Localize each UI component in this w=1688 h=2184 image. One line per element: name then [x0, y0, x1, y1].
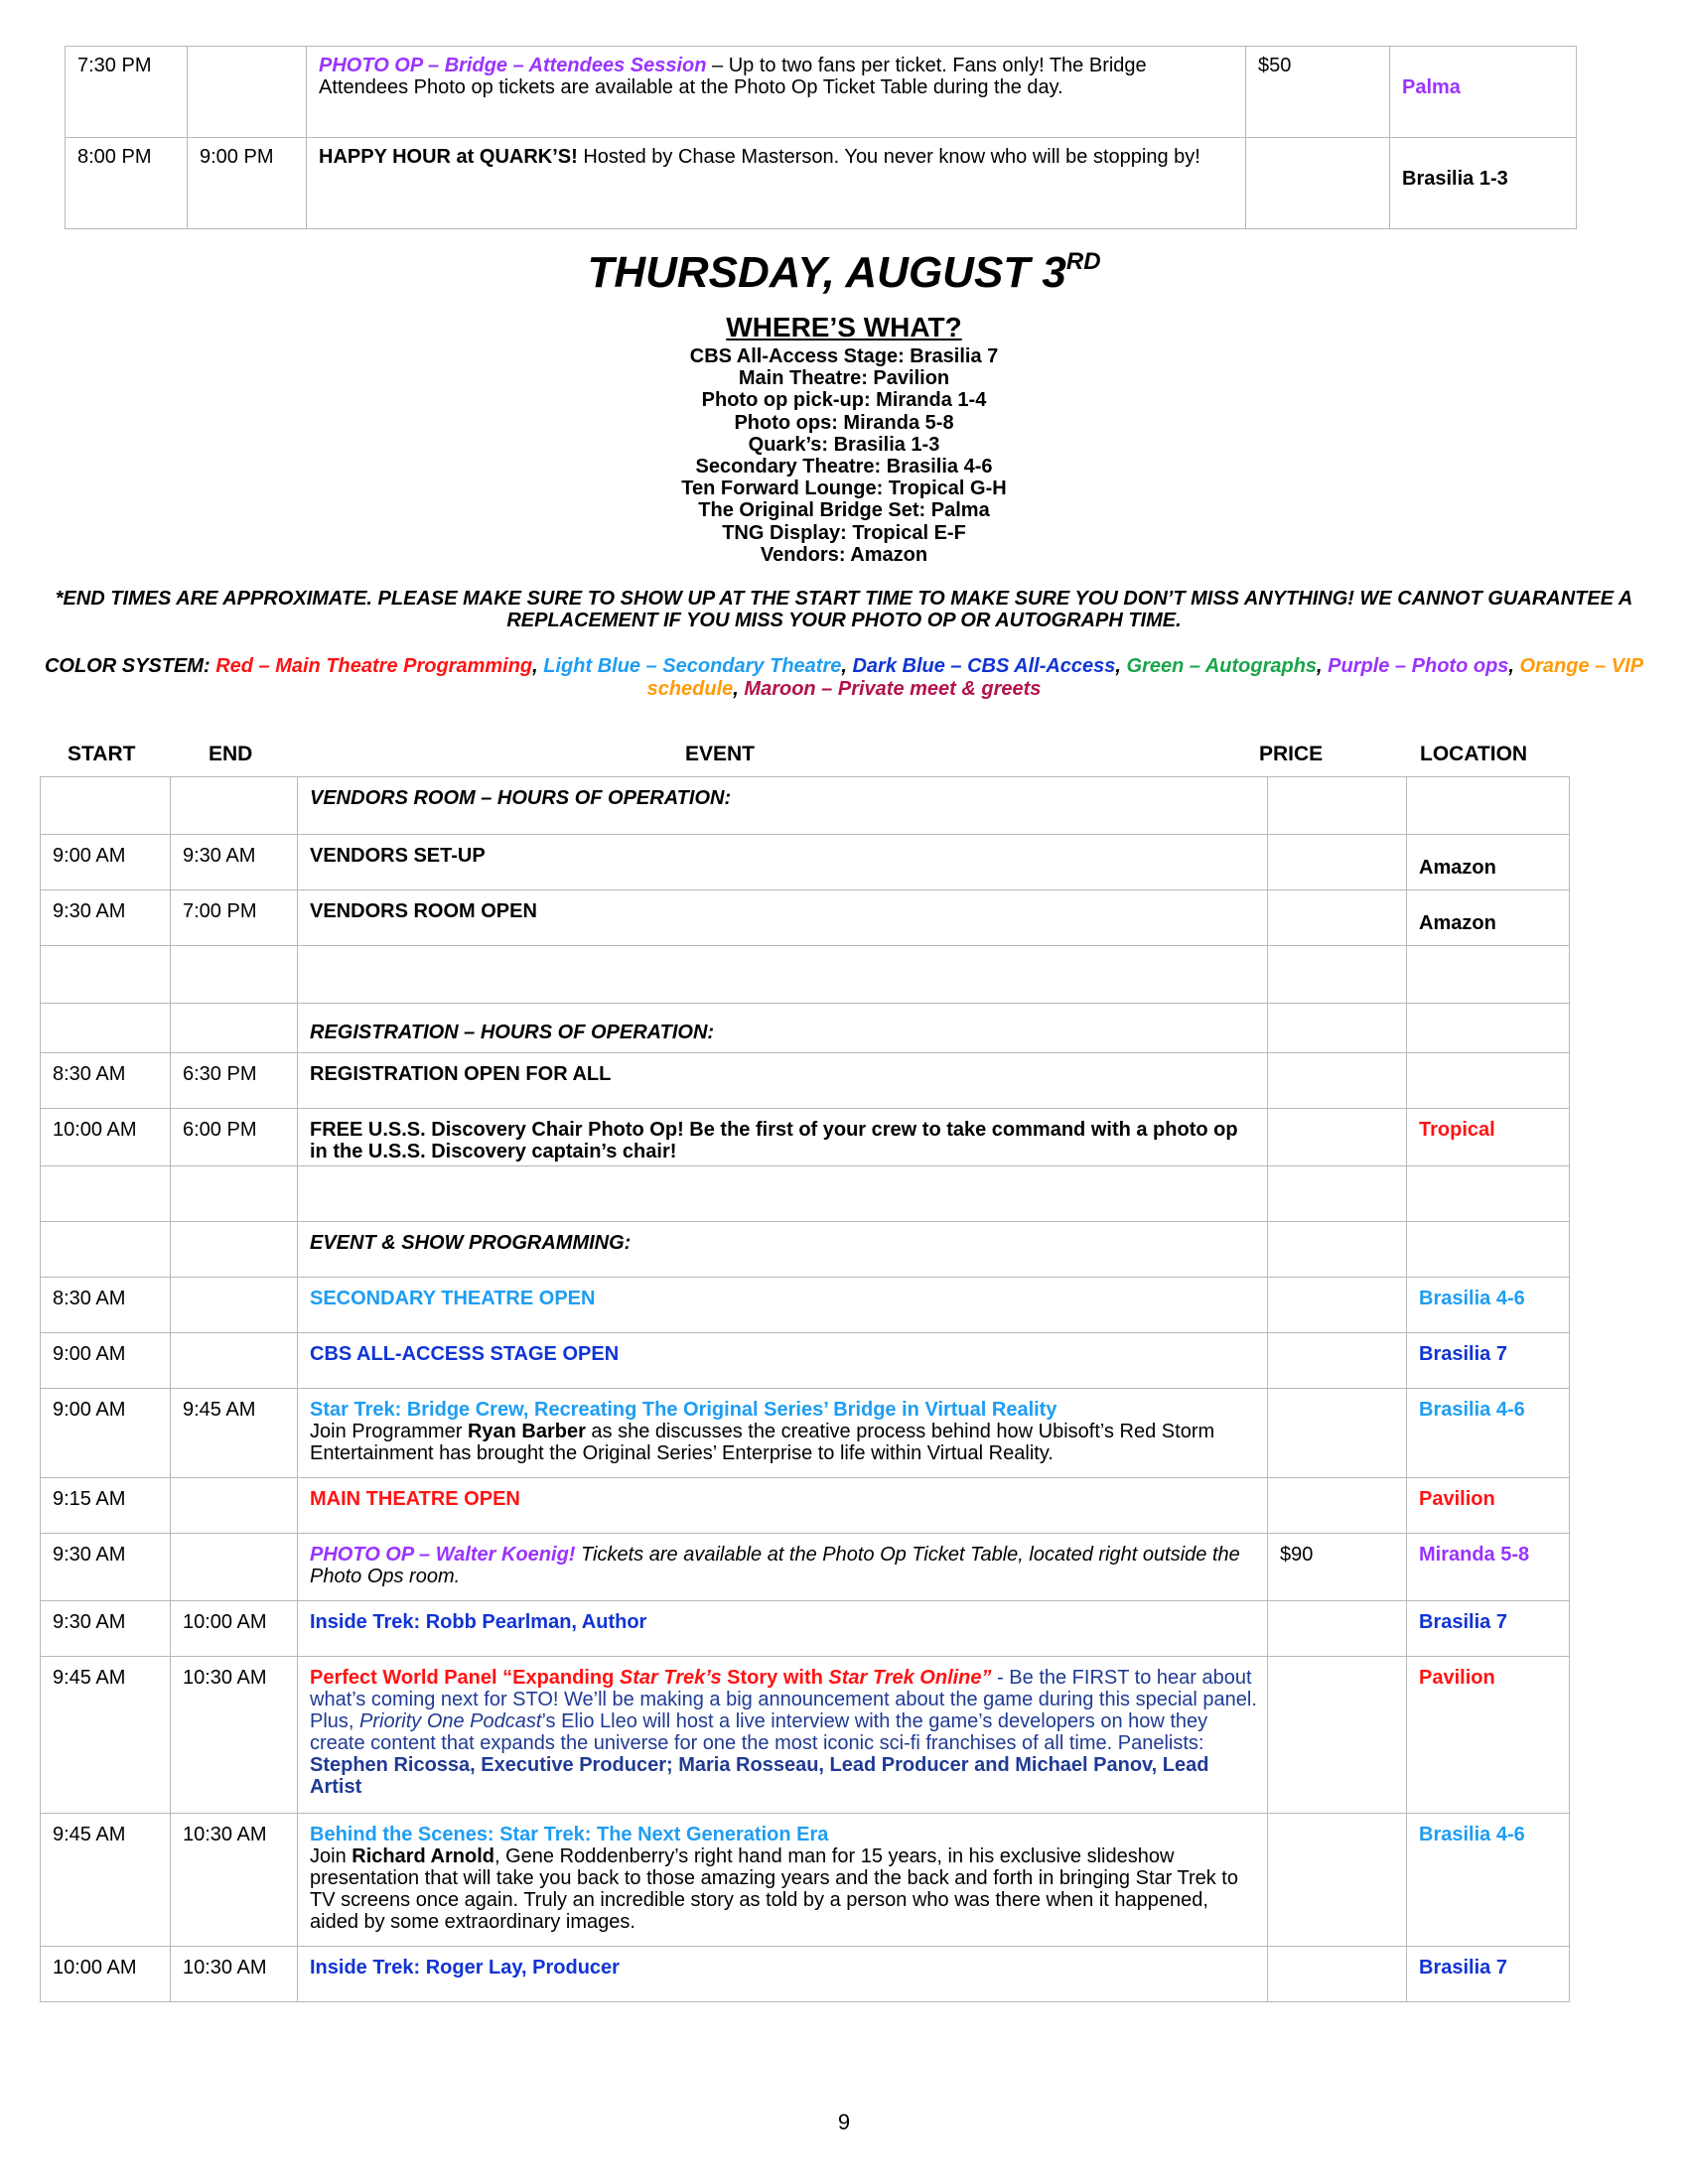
- end-time: [171, 1222, 298, 1278]
- location: Brasilia 4-6: [1407, 1389, 1570, 1478]
- event-title: VENDORS SET-UP: [298, 835, 1268, 890]
- table-row: [41, 1166, 1570, 1222]
- price: [1268, 1814, 1407, 1947]
- location: Tropical: [1407, 1109, 1570, 1166]
- end-time: 6:00 PM: [171, 1109, 298, 1166]
- table-row: [66, 138, 1577, 229]
- event-title-part: Star Trek Online”: [828, 1667, 992, 1689]
- event-title: Star Trek: Bridge Crew, Recreating The Original Series’ Bridge in Virtual Reality: [310, 1399, 1057, 1421]
- table-row: [41, 1534, 1570, 1601]
- event-cell: [307, 47, 1246, 138]
- start-time: 9:45 AM: [41, 1657, 171, 1814]
- table-row: [41, 1222, 1570, 1278]
- start-time: 9:30 AM: [41, 890, 171, 946]
- table-row: [41, 1478, 1570, 1534]
- event-description: ’s Elio Lleo will host a live interview with the game’s developers on how they create content that expands the universe for one the most iconic sci-fi franchises of all time. Panelists:: [310, 1710, 1208, 1754]
- end-time: [171, 1278, 298, 1333]
- header-price: PRICE: [1259, 743, 1324, 765]
- price: [1268, 1333, 1407, 1389]
- start-time: [41, 777, 171, 835]
- end-time: [171, 777, 298, 835]
- start-time: [41, 1166, 171, 1222]
- start-time: [41, 1004, 171, 1053]
- end-time: [171, 1333, 298, 1389]
- price: $50: [1246, 47, 1390, 138]
- price: [1268, 1278, 1407, 1333]
- day-title: [0, 236, 1688, 299]
- section-heading: REGISTRATION – HOURS OF OPERATION:: [298, 1004, 1268, 1053]
- event-description: Hosted by Chase Masterson. You never know who will be stopping by!: [577, 146, 1200, 168]
- end-times-note: *END TIMES ARE APPROXIMATE. PLEASE MAKE SURE TO SHOW UP AT THE START TIME TO MAKE SURE YOU DON’T MISS ANYTHING! WE CANNOT GUARANTEE A REPLACEMENT IF YOU MISS YOUR PHOTO OP OR AUTOGRAPH TIME.: [55, 588, 1633, 631]
- venue-item: The Original Bridge Set: Palma: [698, 499, 990, 522]
- table-row: [41, 890, 1570, 946]
- event-cell: [298, 1534, 1268, 1601]
- location: Amazon: [1407, 835, 1570, 890]
- presenter-name: Richard Arnold: [352, 1845, 494, 1867]
- event-title: [310, 1667, 992, 1689]
- location: Pavilion: [1407, 1478, 1570, 1534]
- day-title-text: THURSDAY, AUGUST 3: [587, 248, 1066, 297]
- price: [1268, 1389, 1407, 1478]
- header-event: EVENT: [685, 743, 756, 765]
- price: [1268, 1166, 1407, 1222]
- location: Palma: [1390, 47, 1577, 138]
- event-cell: [307, 138, 1246, 229]
- start-time: 10:00 AM: [41, 1109, 171, 1166]
- table-row: [41, 1053, 1570, 1109]
- event-description: , Gene Roddenberry’s right hand man for 15 years, in his exclusive slideshow presentation that will take you back to those amazing years and the back and forth in bringing Star Trek to TV screens once again. Truly an incredible story as told by a person who was there when it happened, aided by some extraordinary images.: [310, 1845, 1238, 1933]
- location: Brasilia 7: [1407, 1601, 1570, 1657]
- price: [1268, 1657, 1407, 1814]
- start-time: 8:30 AM: [41, 1278, 171, 1333]
- end-time: [188, 47, 307, 138]
- location: Brasilia 4-6: [1407, 1814, 1570, 1947]
- header-start: START: [68, 743, 136, 765]
- legend-green: Green – Autographs: [1126, 655, 1318, 677]
- wheres-what-heading: WHERE’S WHAT?: [726, 312, 962, 342]
- start-time: 10:00 AM: [41, 1947, 171, 2002]
- start-time: 7:30 PM: [66, 47, 188, 138]
- legend-red: Red – Main Theatre Programming: [215, 655, 533, 677]
- table-row: [41, 1947, 1570, 2002]
- end-time: [171, 946, 298, 1004]
- location: [1407, 1166, 1570, 1222]
- event-title: REGISTRATION OPEN FOR ALL: [298, 1053, 1268, 1109]
- legend-separator: ,: [841, 655, 853, 677]
- table-row: [41, 1109, 1570, 1166]
- end-time: [171, 1004, 298, 1053]
- event-title: PHOTO OP – Walter Koenig!: [310, 1544, 576, 1566]
- price: [1268, 1222, 1407, 1278]
- event-title: SECONDARY THEATRE OPEN: [298, 1278, 1268, 1333]
- legend-label: COLOR SYSTEM:: [44, 655, 216, 677]
- event-cell: [298, 1657, 1268, 1814]
- venue-item: Photo op pick-up: Miranda 1-4: [701, 389, 987, 412]
- start-time: 8:00 PM: [66, 138, 188, 229]
- previous-day-table: [65, 46, 1577, 229]
- start-time: 9:00 AM: [41, 1333, 171, 1389]
- table-row: [41, 1601, 1570, 1657]
- location: Brasilia 4-6: [1407, 1278, 1570, 1333]
- end-time: 9:45 AM: [171, 1389, 298, 1478]
- price: [1268, 1947, 1407, 2002]
- event-title: HAPPY HOUR at QUARK’S!: [319, 146, 578, 168]
- event-cell: [298, 1166, 1268, 1222]
- location: [1407, 777, 1570, 835]
- price: [1268, 835, 1407, 890]
- table-row: [41, 946, 1570, 1004]
- end-time: 9:00 PM: [188, 138, 307, 229]
- start-time: 9:15 AM: [41, 1478, 171, 1534]
- table-row: [41, 777, 1570, 835]
- header-end: END: [209, 743, 253, 765]
- price: [1268, 1053, 1407, 1109]
- end-time: 10:30 AM: [171, 1657, 298, 1814]
- start-time: 8:30 AM: [41, 1053, 171, 1109]
- price: [1268, 777, 1407, 835]
- legend-separator: ,: [733, 677, 745, 700]
- legend-maroon: Maroon – Private meet & greets: [744, 677, 1042, 700]
- price: [1268, 1601, 1407, 1657]
- table-row: [41, 1333, 1570, 1389]
- venue-item: Quark’s: Brasilia 1-3: [748, 433, 940, 456]
- start-time: 9:00 AM: [41, 835, 171, 890]
- location: [1407, 1004, 1570, 1053]
- location: [1407, 946, 1570, 1004]
- event-title-part: Star Trek’s: [619, 1667, 722, 1689]
- location: [1407, 1053, 1570, 1109]
- location: Brasilia 7: [1407, 1333, 1570, 1389]
- legend-orange: Orange – VIP schedule: [646, 655, 1644, 700]
- location: [1407, 1222, 1570, 1278]
- end-time: [171, 1478, 298, 1534]
- event-description: Tickets are available at the Photo Op Ticket Table, located right outside the Photo Ops room.: [310, 1544, 1240, 1587]
- table-row: [66, 47, 1577, 138]
- price: $90: [1268, 1534, 1407, 1601]
- legend-dark-blue: Dark Blue – CBS All-Access: [852, 655, 1116, 677]
- event-title-part: Story with: [721, 1667, 829, 1689]
- start-time: [41, 1222, 171, 1278]
- event-title: CBS ALL-ACCESS STAGE OPEN: [298, 1333, 1268, 1389]
- event-title: Inside Trek: Robb Pearlman, Author: [298, 1601, 1268, 1657]
- legend-light-blue: Light Blue – Secondary Theatre: [543, 655, 842, 677]
- podcast-name: Priority One Podcast: [359, 1710, 542, 1732]
- section-heading: VENDORS ROOM – HOURS OF OPERATION:: [298, 777, 1268, 835]
- end-time: 10:30 AM: [171, 1947, 298, 2002]
- end-time: 9:30 AM: [171, 835, 298, 890]
- legend-separator: ,: [1115, 655, 1127, 677]
- price: [1268, 946, 1407, 1004]
- venue-item: Secondary Theatre: Brasilia 4-6: [695, 456, 993, 478]
- event-cell: [298, 946, 1268, 1004]
- page-number: 9: [837, 2110, 851, 2134]
- location: Brasilia 7: [1407, 1947, 1570, 2002]
- event-title: Behind the Scenes: Star Trek: The Next Generation Era: [310, 1824, 829, 1845]
- table-row: [41, 1278, 1570, 1333]
- venue-item: Vendors: Amazon: [760, 543, 928, 566]
- event-title: FREE U.S.S. Discovery Chair Photo Op! Be the first of your crew to take command with a photo op in the U.S.S. Discovery captain’s chair!: [298, 1109, 1268, 1166]
- start-time: 9:00 AM: [41, 1389, 171, 1478]
- venue-list: [0, 345, 1688, 566]
- price: [1268, 1004, 1407, 1053]
- event-description: as she discusses the creative process behind how Ubisoft’s Red Storm Entertainment has brought the Original Series’ Enterprise to life within Virtual Reality.: [310, 1421, 1215, 1464]
- day-title-suffix: RD: [1065, 248, 1101, 275]
- event-title-part: Perfect World Panel “Expanding: [310, 1667, 620, 1689]
- legend-separator: ,: [532, 655, 544, 677]
- event-title: VENDORS ROOM OPEN: [298, 890, 1268, 946]
- end-time: 10:00 AM: [171, 1601, 298, 1657]
- start-time: 9:30 AM: [41, 1534, 171, 1601]
- price: [1268, 1478, 1407, 1534]
- table-row: [41, 1004, 1570, 1053]
- start-time: 9:30 AM: [41, 1601, 171, 1657]
- start-time: 9:45 AM: [41, 1814, 171, 1947]
- start-time: [41, 946, 171, 1004]
- location: Brasilia 1-3: [1390, 138, 1577, 229]
- end-time: [171, 1534, 298, 1601]
- color-system-legend: [40, 655, 1648, 700]
- header-location: LOCATION: [1420, 743, 1528, 765]
- legend-purple: Purple – Photo ops: [1328, 655, 1509, 677]
- venue-item: Ten Forward Lounge: Tropical G-H: [681, 478, 1007, 500]
- price: [1268, 890, 1407, 946]
- location: Miranda 5-8: [1407, 1534, 1570, 1601]
- event-description: - Be the FIRST to hear about what’s coming next for STO! We’ll be making a big announcement about the game during this special panel. Plus,: [310, 1667, 1257, 1732]
- event-title: Inside Trek: Roger Lay, Producer: [298, 1947, 1268, 2002]
- event-cell: [298, 1389, 1268, 1478]
- event-description: Join Programmer: [310, 1421, 468, 1442]
- table-row: [41, 1814, 1570, 1947]
- venue-item: CBS All-Access Stage: Brasilia 7: [689, 345, 999, 367]
- table-row: [41, 1389, 1570, 1478]
- price: [1268, 1109, 1407, 1166]
- section-heading: EVENT & SHOW PROGRAMMING:: [298, 1222, 1268, 1278]
- end-time: 7:00 PM: [171, 890, 298, 946]
- legend-separator: ,: [1508, 655, 1520, 677]
- end-time: 10:30 AM: [171, 1814, 298, 1947]
- schedule-table: [40, 776, 1570, 2002]
- table-row: [41, 1657, 1570, 1814]
- venue-item: TNG Display: Tropical E-F: [722, 521, 966, 544]
- event-title: MAIN THEATRE OPEN: [298, 1478, 1268, 1534]
- event-description: – Up to two fans per ticket. Fans only! The Bridge Attendees Photo op tickets are available at the Photo Op Ticket Table during the day.: [319, 55, 1147, 98]
- price: [1246, 138, 1390, 229]
- venue-item: Main Theatre: Pavilion: [738, 367, 950, 390]
- event-description: Join: [310, 1845, 352, 1867]
- event-title: PHOTO OP – Bridge – Attendees Session: [319, 55, 707, 76]
- end-time: [171, 1166, 298, 1222]
- location: Amazon: [1407, 890, 1570, 946]
- table-row: [41, 835, 1570, 890]
- panelist-names: Stephen Ricossa, Executive Producer; Maria Rosseau, Lead Producer and Michael Panov, Lead Artist: [310, 1754, 1209, 1798]
- presenter-name: Ryan Barber: [467, 1421, 586, 1442]
- venue-item: Photo ops: Miranda 5-8: [734, 411, 954, 434]
- location: Pavilion: [1407, 1657, 1570, 1814]
- event-cell: [298, 1814, 1268, 1947]
- end-time: 6:30 PM: [171, 1053, 298, 1109]
- legend-separator: ,: [1317, 655, 1329, 677]
